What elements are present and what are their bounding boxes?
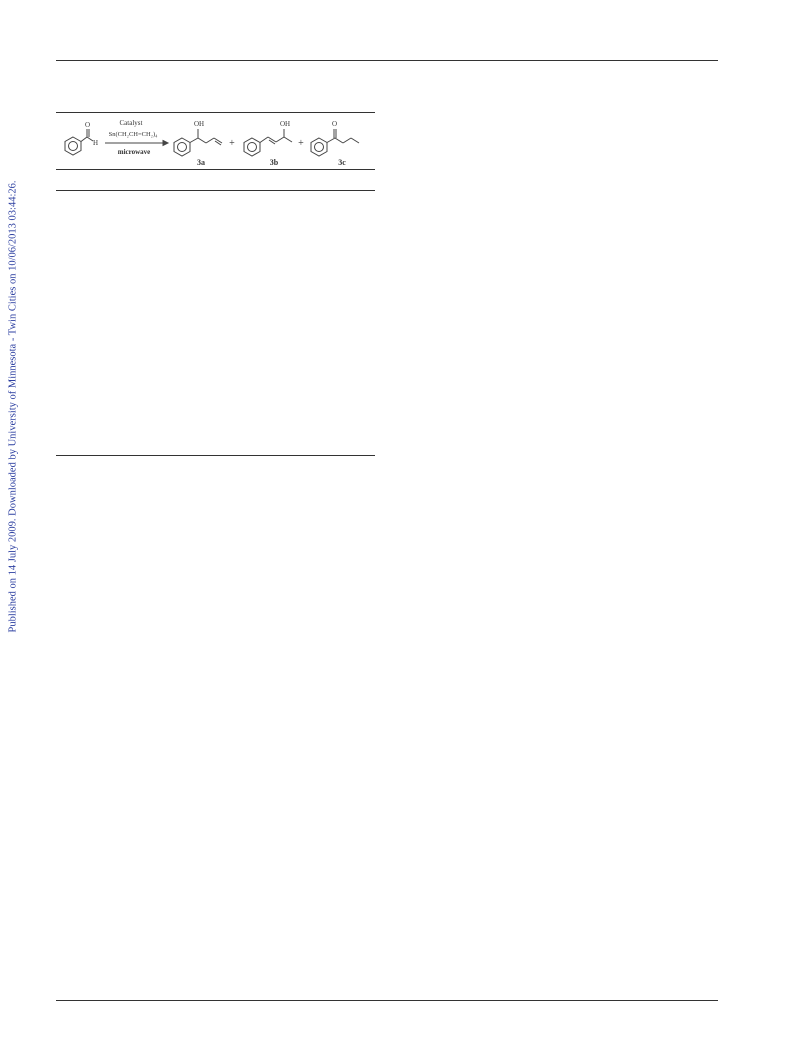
product-3b-structure [244, 120, 292, 167]
publication-sidebar [6, 176, 20, 636]
product-3c-oxygen: O [332, 120, 338, 128]
product-3c-structure [311, 120, 359, 167]
product-3a-label: 3a [197, 158, 205, 167]
product-3c-label: 3c [338, 158, 346, 167]
product-3a-structure [174, 120, 222, 167]
start-hydrogen-label: H [93, 139, 99, 147]
table-bottom-rule [56, 455, 375, 456]
plus-sign-1: + [229, 138, 235, 149]
table-top-rule [56, 112, 375, 113]
product-3a-oh: OH [194, 120, 205, 128]
start-oxygen-label: O [85, 121, 91, 129]
table-subheader-rule [56, 190, 375, 191]
product-3b-label: 3b [269, 158, 279, 167]
benzaldehyde-structure [65, 121, 98, 155]
header-rule [56, 60, 718, 61]
table-header-rule [56, 169, 375, 170]
reagent-microwave: microwave [117, 148, 151, 156]
plus-sign-2: + [298, 138, 304, 149]
reagent-tin: Sn(CH₂CH=CH₂)₄ [108, 131, 158, 138]
product-3b-oh: OH [280, 120, 291, 128]
reagent-catalyst: Catalyst [119, 119, 143, 127]
reaction-scheme [56, 115, 375, 169]
reaction-arrow-group [105, 119, 168, 156]
footer-rule [56, 1000, 718, 1001]
publication-note: Published on 14 July 2009. Downloaded by University of Minnesota - Twin Cities on 10/06/2013 03:44:26. [7, 179, 19, 633]
